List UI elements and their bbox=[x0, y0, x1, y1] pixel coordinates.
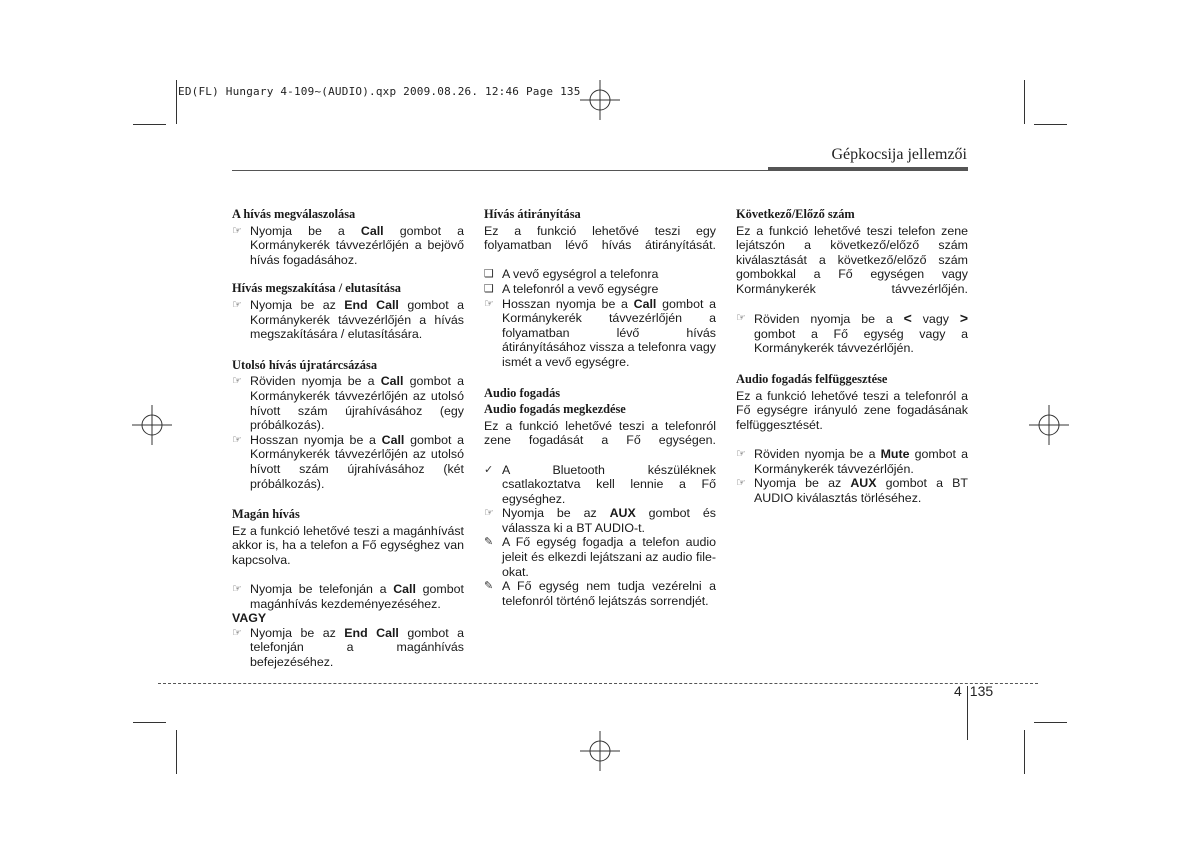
list-item: ☞ Nyomja be az End Call gombot a Kormánykerék távvezérlőjén a hívás megszakítására / elutasítására. bbox=[232, 297, 465, 342]
checkbox-icon: ❑ bbox=[484, 268, 494, 281]
section-audio-pause bbox=[736, 372, 968, 505]
section-end-call bbox=[232, 281, 464, 341]
pointing-hand-icon: ☞ bbox=[484, 297, 494, 310]
section-heading: Utolsó hívás újratárcsázása bbox=[232, 357, 378, 372]
next-arrow-icon: > bbox=[959, 310, 968, 327]
pointing-hand-icon: ☞ bbox=[484, 507, 494, 520]
registration-mark-left bbox=[130, 403, 174, 447]
list-item: ☞ Nyomja be az End Call gombot a telefonján a magánhívás befejezéséhez. bbox=[232, 625, 465, 670]
section-heading: Audio fogadás bbox=[484, 385, 561, 400]
section-call-transfer bbox=[484, 207, 716, 370]
section-heading: A hívás megválaszolása bbox=[232, 207, 356, 221]
pointing-hand-icon: ☞ bbox=[232, 298, 242, 311]
pointing-hand-icon: ☞ bbox=[736, 312, 746, 325]
list-item: ☞ Nyomja be az AUX gombot és válassza ki a BT AUDIO-t. bbox=[484, 506, 716, 535]
previous-arrow-icon: < bbox=[903, 310, 912, 327]
pencil-note-icon: ✎ bbox=[484, 580, 494, 593]
list-item: ☞ Röviden nyomja be a Call gombot a Kormánykerék távvezérlőjén az utolsó hívott szám újrahívásához (egy próbálkozás). bbox=[232, 374, 464, 433]
list-item: ☞ Hosszan nyomja be a Call gombot a Kormánykerék távvezérlőjén a folyamatban lévő hívás átirányításához vissza a telefonra vagy ismét a vevő egységre. bbox=[484, 296, 717, 369]
section-redial bbox=[232, 358, 464, 491]
pencil-note-icon: ✎ bbox=[484, 536, 494, 549]
pointing-hand-icon: ☞ bbox=[232, 224, 242, 237]
print-slug: ED(FL) Hungary 4-109~(AUDIO).qxp 2009.08.26. 12:46 Page 135 bbox=[178, 85, 581, 98]
column-3 bbox=[736, 207, 968, 517]
section-heading: Audio fogadás felfüggesztése bbox=[736, 371, 888, 386]
list-item: ☞ Röviden nyomja be a Mute gombot a Kormánykerék távvezérlőjén. bbox=[736, 446, 968, 476]
section-answer-call bbox=[232, 207, 464, 267]
list-item: ☞ Hosszan nyomja be a Call gombot a Kormánykerék távvezérlőjén az utolsó hívott szám újrahívásához (két próbálkozás). bbox=[232, 432, 465, 491]
page-number-value: 135 bbox=[969, 683, 994, 699]
chapter-number: 4 bbox=[954, 683, 962, 699]
page-number-separator bbox=[967, 686, 968, 740]
registration-mark-bottom bbox=[578, 729, 622, 773]
section-audio-streaming bbox=[484, 386, 716, 609]
pointing-hand-icon: ☞ bbox=[232, 626, 242, 639]
column-2 bbox=[484, 207, 716, 620]
list-item: ❑ A telefonról a vevő egységre bbox=[484, 281, 659, 296]
pointing-hand-icon: ☞ bbox=[232, 375, 242, 388]
paragraph: Ez a funkció lehetővé teszi telefon zene lejátszón a következő/előző szám kiválasztását a következő/előző szám gombokkal a Fő egységen vagy Kormánykerék távvezérlőjén. bbox=[736, 223, 968, 296]
checkbox-icon: ❑ bbox=[484, 282, 494, 295]
list-item: ❑ A vevő egységrol a telefonra bbox=[484, 267, 659, 282]
page-number bbox=[954, 683, 993, 699]
section-next-previous-track bbox=[736, 207, 968, 356]
footer-rule bbox=[158, 683, 1038, 684]
paragraph: Ez a funkció lehetővé teszi a telefonról a Fő egységre irányuló zene fogadásának felfüggesztését. bbox=[736, 388, 968, 432]
page-header-title: Gépkocsija jellemzői bbox=[831, 146, 967, 163]
checkmark-icon: ✓ bbox=[484, 463, 494, 476]
column-1 bbox=[232, 207, 464, 682]
section-subheading: Audio fogadás megkezdése bbox=[484, 402, 626, 417]
section-heading: Magán hívás bbox=[232, 507, 300, 522]
header-rule-accent bbox=[768, 167, 968, 171]
registration-mark-top bbox=[578, 78, 622, 122]
list-item: ☞ Nyomja be telefonján a Call gombot magánhívás kezdeményezéséhez. bbox=[232, 582, 464, 611]
or-label: VAGY bbox=[232, 611, 267, 626]
paragraph: Ez a funkció lehetővé teszi a telefonról zene fogadását a Fő egységen. bbox=[484, 418, 716, 448]
paragraph: Ez a funkció lehetővé teszi egy folyamatban lévő hívás átirányítását. bbox=[484, 223, 716, 253]
list-item: ✎ A Fő egység nem tudja vezérelni a telefonról történő lejátszás sorrendjét. bbox=[484, 579, 716, 608]
pointing-hand-icon: ☞ bbox=[736, 447, 746, 460]
list-item: ☞ Nyomja be a Call gombot a Kormánykerék távvezérlőjén a bejövő hívás fogadásához. bbox=[232, 223, 464, 267]
section-heading: Hívás megszakítása / elutasítása bbox=[232, 281, 401, 296]
section-heading: Következő/Előző szám bbox=[736, 207, 855, 221]
list-item: ✓ A Bluetooth készüléknek csatlakoztatva kell lennie a Fő egységhez. bbox=[484, 462, 716, 506]
registration-mark-right bbox=[1027, 403, 1071, 447]
paragraph: Ez a funkció lehetővé teszi a magánhívást akkor is, ha a telefon a Fő egységhez van kapcsolva. bbox=[232, 523, 464, 567]
pointing-hand-icon: ☞ bbox=[736, 477, 746, 490]
section-heading: Hívás átirányítása bbox=[484, 207, 581, 221]
list-item: ☞ Röviden nyomja be a < vagy > gombot a Fő egység vagy a Kormánykerék távvezérlőjén. bbox=[736, 310, 968, 356]
pointing-hand-icon: ☞ bbox=[232, 583, 242, 596]
section-private-call bbox=[232, 507, 464, 670]
list-item: ☞ Nyomja be az AUX gombot a BT AUDIO kiválasztás törléséhez. bbox=[736, 476, 968, 505]
list-item: ✎ A Fő egység fogadja a telefon audio jeleit és elkezdi lejátszani az audio file-okat. bbox=[484, 535, 716, 579]
pointing-hand-icon: ☞ bbox=[232, 433, 242, 446]
